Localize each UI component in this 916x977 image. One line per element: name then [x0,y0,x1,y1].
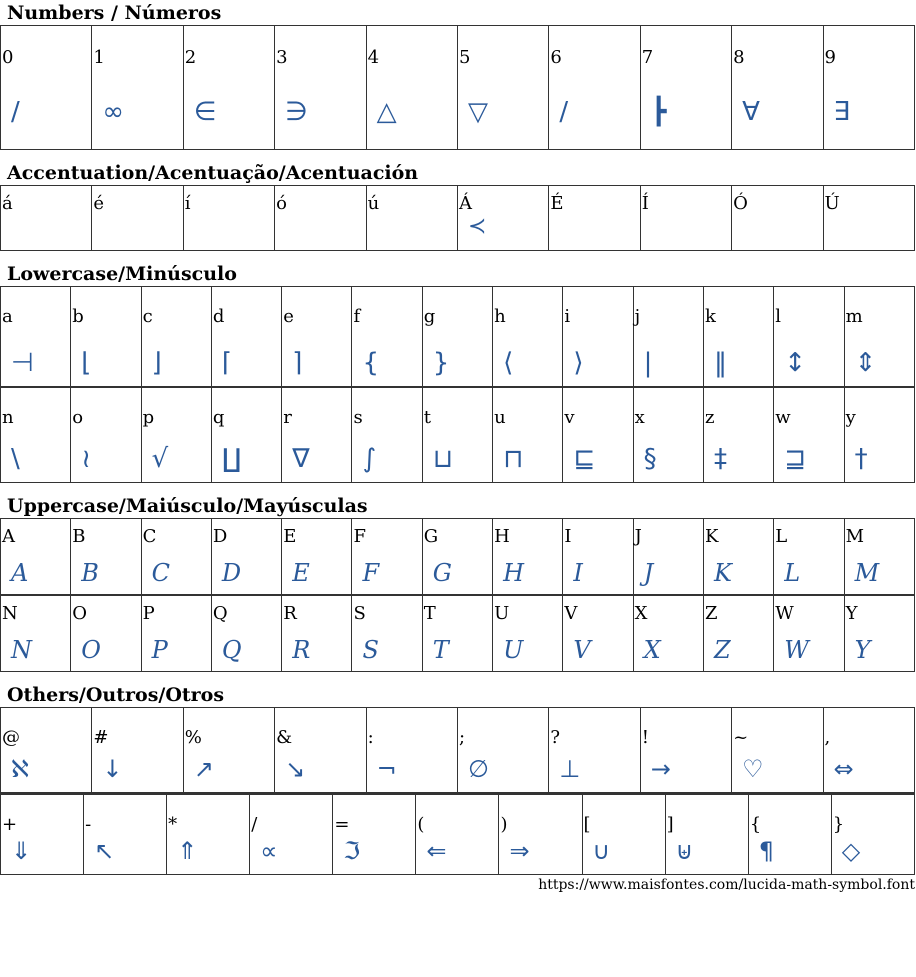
glyph-sample: ‡ [713,444,727,474]
glyph-sample: N [11,636,32,664]
key-label: & [276,727,293,748]
key-label: L [775,526,788,547]
glyph-sample: U [503,636,524,664]
key-label: 4 [367,47,380,68]
glyph-cell [183,26,274,150]
glyph-cell [211,596,281,672]
glyph-sample: ⊓ [503,444,524,474]
glyph-cell [563,596,633,672]
glyph-cell [282,596,352,672]
glyph-sample: K [713,559,732,587]
key-label: P [142,603,155,624]
glyph-cell [703,388,773,483]
glyph-cell [1,596,71,672]
glyph-cell [275,708,366,793]
glyph-cell [633,388,703,483]
upper-grid [0,518,915,595]
section-title-lower: Lowercase/Minúsculo [7,263,237,285]
glyph-cell [141,519,211,595]
glyph-cell [352,388,422,483]
glyph-cell [282,388,352,483]
key-label: g [423,306,436,327]
glyph-cell [633,519,703,595]
key-label: M [845,526,864,547]
font-specimen [0,2,916,875]
glyph-sample: ∈ [193,97,217,127]
glyph-sample: ⌋ [151,348,162,378]
glyph-cell [493,596,563,672]
key-label: @ [2,727,20,748]
key-label: { [749,814,762,835]
key-label: e [283,306,294,327]
glyph-cell [831,794,914,875]
key-label: Á [458,193,472,214]
glyph-sample: O [81,636,101,664]
glyph-cell [183,708,274,793]
glyph-sample: √ [151,444,169,474]
glyph-sample: C [151,559,170,587]
glyph-cell [493,388,563,483]
glyph-cell [183,186,274,251]
glyph-cell [493,519,563,595]
key-label: * [168,814,178,835]
glyph-cell [366,26,457,150]
key-label: W [775,603,794,624]
glyph-cell [416,794,499,875]
key-label: ! [641,727,649,748]
glyph-sample: W [784,636,809,664]
key-label: N [2,603,18,624]
accents-grid [0,185,915,251]
glyph-sample: ↗ [193,755,214,783]
glyph-sample: { [362,348,380,378]
key-label: Ú [824,193,840,214]
key-label: + [2,814,18,835]
glyph-sample: ≺ [467,214,487,239]
glyph-sample: ◇ [841,837,861,865]
glyph-sample: ∀ [742,97,760,127]
glyph-sample: ↘ [285,755,306,783]
glyph-sample: ⌊ [81,348,92,378]
key-label: ; [458,727,466,748]
key-label: o [72,407,84,428]
glyph-sample: ⊒ [784,444,807,474]
glyph-sample: ∐ [221,444,242,474]
glyph-sample: ¶ [758,837,774,865]
key-label: 0 [2,47,14,68]
upper-grid [0,595,915,672]
glyph-sample: ┣ [650,97,667,127]
key-label: q [212,407,225,428]
key-label: p [142,407,155,428]
glyph-cell [92,186,183,251]
glyph-cell [665,794,748,875]
key-label: 7 [641,47,654,68]
glyph-cell [823,186,914,251]
key-label: ~ [733,727,749,748]
glyph-cell [703,287,773,387]
glyph-cell [282,519,352,595]
glyph-cell [640,186,731,251]
glyph-cell [141,388,211,483]
glyph-sample: → [650,755,671,783]
glyph-cell [563,287,633,387]
section-title-accents: Accentuation/Acentuação/Acentuación [7,162,419,184]
others-grid [0,793,915,875]
glyph-sample: ∫ [362,444,377,474]
glyph-sample: ⌈ [221,348,233,378]
glyph-cell [844,287,914,387]
glyph-cell [282,287,352,387]
glyph-sample: ▽ [467,97,488,127]
key-label: l [775,306,782,327]
glyph-sample: ∇ [292,444,310,474]
glyph-cell [640,26,731,150]
glyph-sample: L [784,559,801,587]
key-label: ) [500,814,508,835]
glyph-sample: G [432,559,452,587]
glyph-sample: J [643,559,654,587]
key-label: Z [704,603,718,624]
glyph-cell [1,26,92,150]
key-label: U [494,603,510,624]
glyph-sample: ∪ [592,837,611,865]
glyph-cell [352,287,422,387]
key-label: 6 [550,47,562,68]
key-label: r [283,407,292,428]
glyph-cell [457,186,548,251]
glyph-cell [92,708,183,793]
glyph-cell [844,519,914,595]
glyph-cell [366,186,457,251]
key-label: [ [583,814,591,835]
glyph-sample: ℵ [11,755,29,783]
section-title-numbers: Numbers / Números [7,2,222,24]
glyph-sample: R [292,636,311,664]
key-label: c [142,306,153,327]
glyph-cell [211,287,281,387]
glyph-cell [352,519,422,595]
glyph-cell [844,596,914,672]
key-label: ú [367,193,380,214]
key-label: O [72,603,88,624]
glyph-sample: ♡ [742,755,764,783]
glyph-sample: ‖ [713,348,727,378]
key-label: A [2,526,15,547]
glyph-cell [774,388,844,483]
glyph-sample: ⟨ [503,348,514,378]
key-label: Ó [733,193,748,214]
key-label: G [423,526,439,547]
glyph-sample: \ [11,444,20,474]
glyph-sample: T [432,636,449,664]
glyph-sample: F [362,559,380,587]
key-label: J [634,526,642,547]
key-label: a [2,306,13,327]
glyph-cell [844,388,914,483]
glyph-sample: ∅ [467,755,489,783]
key-label: Í [641,193,649,214]
glyph-sample: Z [713,636,731,664]
glyph-sample: P [151,636,168,664]
key-label: f [353,306,361,327]
key-label: : [367,727,374,748]
glyph-sample: H [503,559,525,587]
key-label: 9 [824,47,836,68]
glyph-cell [92,26,183,150]
glyph-cell [422,596,492,672]
glyph-cell [1,794,84,875]
key-label: E [283,526,297,547]
key-label: # [93,727,109,748]
glyph-sample: S [362,636,379,664]
glyph-cell [549,26,640,150]
glyph-sample: ⟩ [573,348,584,378]
glyph-sample: ≀ [81,444,92,474]
key-label: É [550,193,564,214]
glyph-sample: E [292,559,310,587]
key-label: I [564,526,572,547]
glyph-cell [493,287,563,387]
glyph-cell [563,519,633,595]
glyph-sample: } [432,348,450,378]
key-label: s [353,407,363,428]
glyph-cell [823,708,914,793]
key-label: h [494,306,506,327]
glyph-sample: ⇔ [833,755,854,783]
glyph-sample: ↖ [94,837,115,865]
glyph-cell [333,794,416,875]
glyph-cell [71,519,141,595]
glyph-sample: | [643,348,653,378]
glyph-sample: ⇕ [854,348,877,378]
key-label: m [845,306,863,327]
glyph-cell [366,708,457,793]
source-url[interactable]: https://www.maisfontes.com/lucida-math-symbol.font [538,877,915,893]
glyph-sample: † [854,444,868,474]
glyph-cell [141,596,211,672]
glyph-sample: Y [854,636,871,664]
glyph-sample: ∞ [102,97,125,127]
key-label: k [704,306,716,327]
glyph-cell [275,186,366,251]
key-label: C [142,526,157,547]
glyph-cell [499,794,582,875]
glyph-cell [1,708,92,793]
glyph-sample: ⊎ [675,837,694,865]
glyph-sample: ↓ [102,755,123,783]
key-label: ? [550,727,560,748]
glyph-sample: △ [376,97,397,127]
key-label: ] [666,814,674,835]
glyph-cell [141,287,211,387]
glyph-cell [732,708,823,793]
glyph-sample: ⊣ [11,348,34,378]
glyph-cell [732,186,823,251]
glyph-sample: ↕ [784,348,807,378]
key-label: F [353,526,366,547]
key-label: S [353,603,366,624]
glyph-sample: ∝ [260,837,278,865]
glyph-sample: ⇒ [509,837,530,865]
key-label: j [634,306,641,327]
key-label: é [93,193,105,214]
glyph-cell [633,287,703,387]
key-label: = [334,814,350,835]
glyph-sample: ⇐ [426,837,447,865]
numbers-grid [0,25,915,150]
glyph-sample: ⇑ [177,837,198,865]
section-title-others: Others/Outros/Otros [7,684,225,706]
glyph-cell [1,186,92,251]
glyph-cell [1,287,71,387]
key-label: Y [845,603,858,624]
key-label: y [845,407,856,428]
key-label: R [283,603,297,624]
glyph-sample: I [573,559,583,587]
glyph-sample: X [643,636,661,664]
glyph-sample: M [854,559,880,587]
glyph-cell [1,388,71,483]
glyph-cell [422,519,492,595]
glyph-sample: ∃ [833,97,850,127]
key-label: X [634,603,648,624]
glyph-cell [71,596,141,672]
glyph-cell [774,596,844,672]
glyph-sample: ⊔ [432,444,454,474]
others-grid [0,707,915,793]
glyph-cell [457,708,548,793]
glyph-sample: § [643,444,657,474]
glyph-cell [211,388,281,483]
glyph-cell [211,519,281,595]
glyph-cell [250,794,333,875]
key-label: T [423,603,436,624]
key-label: v [564,407,575,428]
key-label: V [564,603,578,624]
lower-grid [0,286,915,387]
glyph-cell [275,26,366,150]
glyph-sample: D [221,559,242,587]
key-label: d [212,306,225,327]
glyph-cell [457,26,548,150]
key-label: % [184,727,202,748]
glyph-cell [422,287,492,387]
glyph-cell [823,26,914,150]
glyph-cell [1,519,71,595]
glyph-cell [84,794,167,875]
glyph-cell [71,287,141,387]
key-label: i [564,306,571,327]
glyph-cell [633,596,703,672]
glyph-sample: ¬ [376,755,397,783]
glyph-cell [703,519,773,595]
key-label: - [85,814,92,835]
lower-grid [0,387,915,483]
glyph-sample: ⇓ [11,837,32,865]
section-title-upper: Uppercase/Maiúsculo/Mayúsculas [7,495,368,517]
glyph-sample: / [11,97,20,127]
key-label: 8 [733,47,745,68]
key-label: } [832,814,845,835]
glyph-sample: ⊑ [573,444,596,474]
glyph-sample: V [573,636,591,664]
key-label: á [2,193,13,214]
glyph-sample: ℑ [343,837,361,865]
glyph-sample: ∋ [285,97,308,127]
key-label: 1 [93,47,105,68]
key-label: w [775,407,791,428]
glyph-cell [549,186,640,251]
key-label: H [494,526,510,547]
glyph-sample: ⌉ [292,348,303,378]
glyph-cell [582,794,665,875]
key-label: 3 [276,47,288,68]
key-label: D [212,526,228,547]
glyph-cell [703,596,773,672]
glyph-cell [549,708,640,793]
key-label: , [824,727,831,748]
glyph-cell [167,794,250,875]
glyph-cell [640,708,731,793]
key-label: x [634,407,645,428]
key-label: ó [276,193,288,214]
key-label: / [251,814,258,835]
glyph-cell [748,794,831,875]
key-label: B [72,526,86,547]
glyph-sample: A [11,559,29,587]
key-label: t [423,407,432,428]
key-label: ( [417,814,425,835]
key-label: 2 [184,47,197,68]
glyph-cell [71,388,141,483]
key-label: Q [212,603,228,624]
glyph-sample: / [559,97,569,127]
key-label: 5 [458,47,471,68]
key-label: b [72,306,84,327]
key-label: u [494,407,506,428]
glyph-cell [774,519,844,595]
key-label: z [704,407,715,428]
glyph-cell [352,596,422,672]
glyph-sample: Q [221,636,242,664]
glyph-cell [563,388,633,483]
glyph-cell [732,26,823,150]
key-label: K [704,526,719,547]
glyph-sample: ⊥ [559,755,581,783]
glyph-sample: B [81,559,99,587]
glyph-cell [422,388,492,483]
key-label: í [184,193,191,214]
glyph-cell [774,287,844,387]
key-label: n [2,407,14,428]
